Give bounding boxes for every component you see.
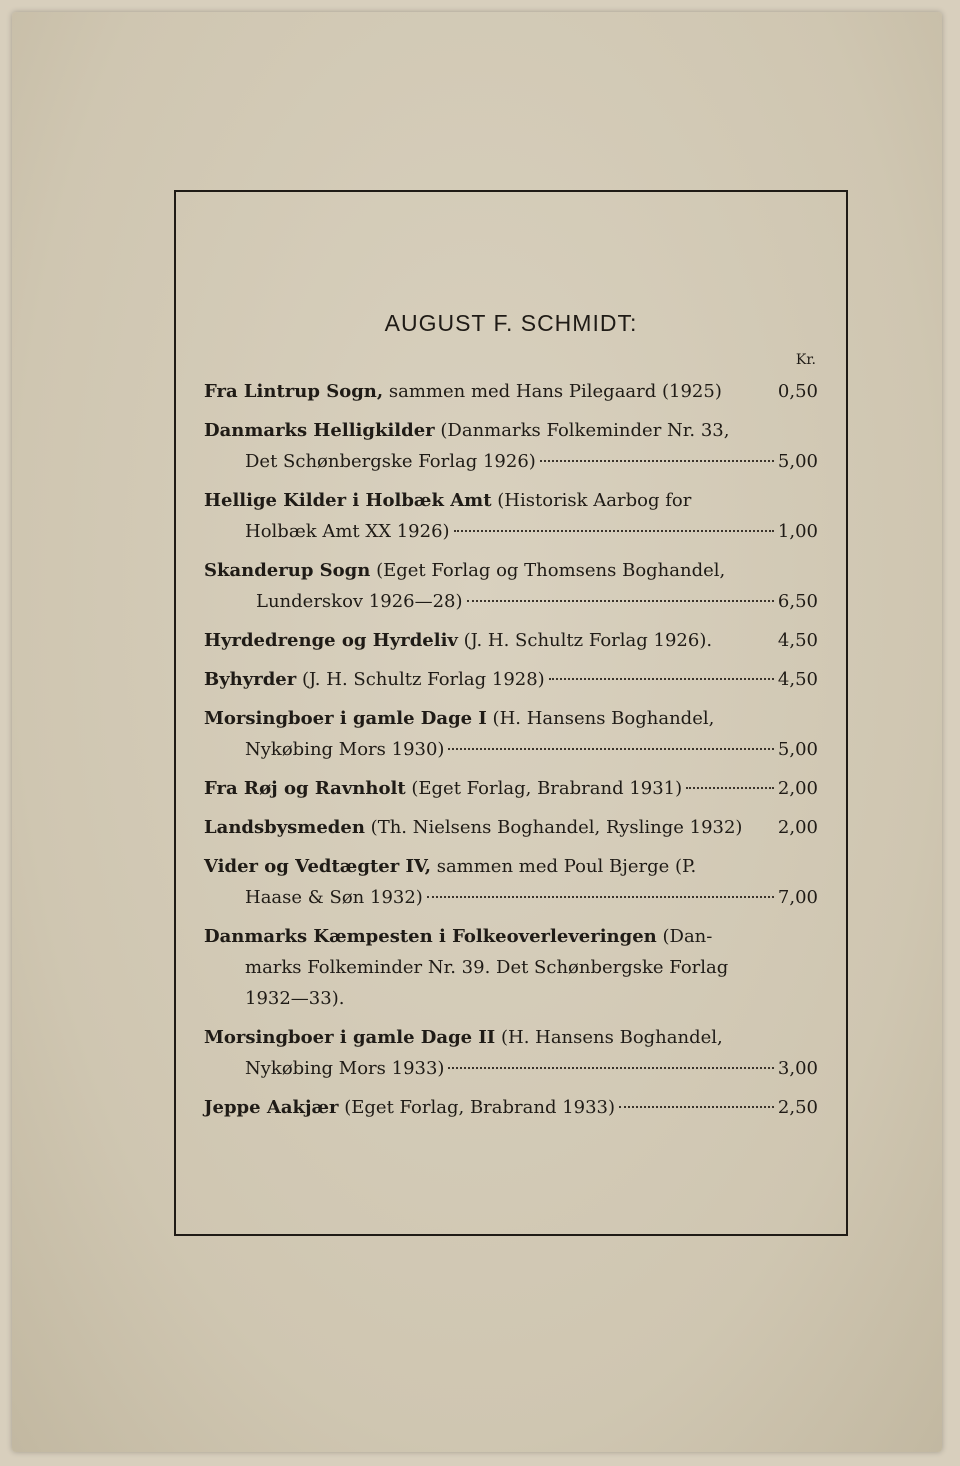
- entry-title: Morsingboer i gamle Dage II: [204, 1027, 496, 1048]
- list-item: [204, 415, 818, 477]
- list-item: [204, 703, 818, 765]
- dot-leader: [549, 678, 774, 680]
- entry-details: (H. Hansens Boghandel,: [500, 1027, 723, 1048]
- entry-price: 2,00: [777, 817, 818, 838]
- entry-title: Hellige Kilder i Holbæk Amt: [204, 490, 492, 511]
- entry-price: 2,00: [777, 778, 818, 799]
- dot-leader: [427, 896, 774, 898]
- entry-title: Fra Røj og Ravnholt: [204, 778, 406, 799]
- entry-details-continued: Haase & Søn 1932): [245, 887, 423, 908]
- entry-price: 3,00: [777, 1058, 818, 1079]
- entry-details: (Dan-: [662, 926, 713, 947]
- entry-details: (H. Hansens Boghandel,: [492, 708, 715, 729]
- dot-leader: [467, 600, 774, 602]
- entry-details-continued: Holbæk Amt XX 1926): [245, 521, 450, 542]
- entry-price: 5,00: [777, 739, 818, 760]
- entry-price: 7,00: [777, 887, 818, 908]
- list-item: [204, 376, 818, 407]
- entry-details-continued: Det Schønbergske Forlag 1926): [245, 451, 536, 472]
- entry-title: Danmarks Kæmpesten i Folkeoverleveringen: [204, 926, 657, 947]
- entry-title: Hyrdedrenge og Hyrdeliv: [204, 630, 458, 651]
- entry-details-continued: Nykøbing Mors 1930): [245, 739, 445, 760]
- list-item: [204, 1022, 818, 1084]
- list-item: [204, 555, 818, 617]
- list-item: [204, 664, 818, 695]
- entry-details: sammen med Poul Bjerge (P.: [436, 856, 697, 877]
- entry-title: Fra Lintrup Sogn,: [204, 381, 384, 402]
- author-heading: AUGUST F. SCHMIDT:: [384, 310, 638, 336]
- dot-leader: [454, 530, 774, 532]
- publication-list: [204, 376, 818, 1131]
- entry-details: (Th. Nielsens Boghandel, Ryslinge 1932): [370, 817, 743, 838]
- dot-leader: [540, 460, 774, 462]
- dot-leader: [619, 1106, 774, 1108]
- list-item: [204, 851, 818, 913]
- entry-price: 4,50: [777, 630, 818, 651]
- entry-details-continued: marks Folkeminder Nr. 39. Det Schønbergske Forlag: [245, 957, 729, 978]
- entry-details: (J. H. Schultz Forlag 1928): [301, 669, 545, 690]
- entry-title: Vider og Vedtægter IV,: [204, 856, 431, 877]
- dot-leader: [448, 748, 773, 750]
- entry-details: (Historisk Aarbog for: [497, 490, 692, 511]
- entry-title: Byhyrder: [204, 669, 297, 690]
- list-item: [204, 485, 818, 547]
- entry-price: 5,00: [777, 451, 818, 472]
- entry-title: Morsingboer i gamle Dage I: [204, 708, 487, 729]
- entry-details: (Eget Forlag, Brabrand 1933): [344, 1097, 616, 1118]
- list-item: [204, 625, 818, 656]
- list-item: [204, 1092, 818, 1123]
- currency-label: Kr.: [795, 352, 816, 368]
- entry-title: Skanderup Sogn: [204, 560, 371, 581]
- entry-price: 6,50: [777, 591, 818, 612]
- entry-details: (Danmarks Folkeminder Nr. 33,: [440, 420, 730, 441]
- entry-title: Jeppe Aakjær: [204, 1097, 339, 1118]
- entry-details-continued: 1932—33).: [245, 988, 345, 1009]
- dot-leader: [686, 787, 774, 789]
- entry-price: 0,50: [777, 381, 818, 402]
- entry-price: 1,00: [777, 521, 818, 542]
- entry-title: Danmarks Helligkilder: [204, 420, 435, 441]
- entry-price: 2,50: [777, 1097, 818, 1118]
- entry-title: Landsbysmeden: [204, 817, 365, 838]
- list-item: [204, 812, 818, 843]
- dot-leader: [448, 1067, 773, 1069]
- list-item: [204, 921, 818, 1014]
- book-back-cover: [12, 12, 942, 1452]
- advertisement-frame: [174, 190, 848, 1236]
- entry-details-continued: Lunderskov 1926—28): [256, 591, 463, 612]
- list-item: [204, 773, 818, 804]
- entry-details-continued: Nykøbing Mors 1933): [245, 1058, 445, 1079]
- entry-price: 4,50: [777, 669, 818, 690]
- entry-details: sammen med Hans Pilegaard (1925): [388, 381, 722, 402]
- entry-details: (Eget Forlag og Thomsens Boghandel,: [376, 560, 726, 581]
- entry-details: (J. H. Schultz Forlag 1926).: [463, 630, 713, 651]
- entry-details: (Eget Forlag, Brabrand 1931): [411, 778, 683, 799]
